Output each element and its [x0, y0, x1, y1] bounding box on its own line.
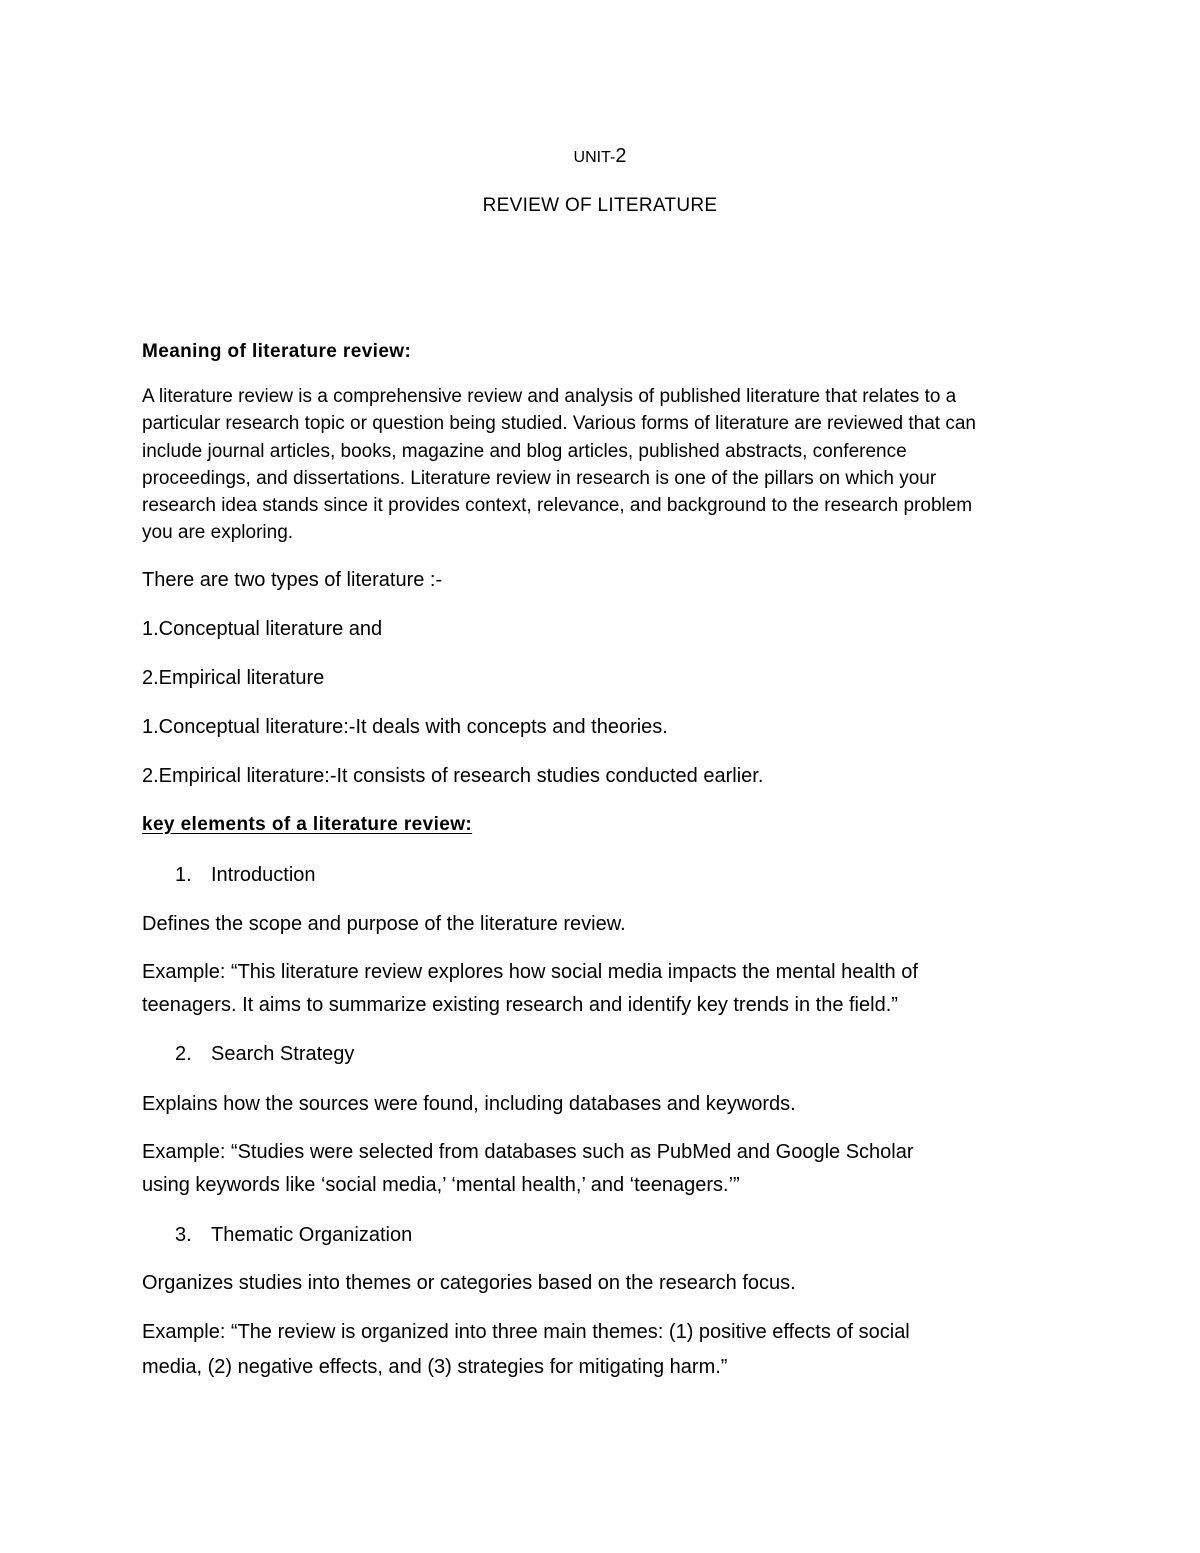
document-title: REVIEW OF LITERATURE — [482, 195, 718, 216]
meaning-heading: Meaning of literature review: — [142, 341, 412, 362]
paragraph-line: research idea stands since it provides context, relevance, and background to the research problem — [142, 495, 973, 517]
type-item-empirical: 2.Empirical literature — [142, 667, 325, 689]
paragraph-line: include journal articles, books, magazine and blog articles, published abstracts, conference — [142, 440, 907, 462]
list-marker: 2. — [175, 1043, 192, 1065]
unit-prefix: UNIT- — [573, 149, 616, 166]
element-thematic-organization-title — [175, 1221, 412, 1249]
element-search-strategy-title — [175, 1040, 354, 1068]
element-thematic-organization-example-line: media, (2) negative effects, and (3) strategies for mitigating harm.” — [142, 1356, 728, 1378]
meaning-paragraph — [142, 383, 1062, 547]
element-search-strategy-description: Explains how the sources were found, including databases and keywords. — [142, 1093, 796, 1115]
unit-label — [0, 142, 1200, 172]
element-thematic-organization-example-line: Example: “The review is organized into three main themes: (1) positive effects of social — [142, 1321, 910, 1343]
paragraph-line: particular research topic or question being studied. Various forms of literature are reviewed that can — [142, 413, 976, 435]
element-title: Introduction — [211, 864, 316, 886]
key-elements-heading: key elements of a literature review: — [142, 814, 473, 835]
element-introduction-description: Defines the scope and purpose of the literature review. — [142, 913, 626, 935]
types-intro: There are two types of literature :- — [142, 569, 443, 591]
type-definition-empirical: 2.Empirical literature:-It consists of research studies conducted earlier. — [142, 765, 764, 787]
element-title: Search Strategy — [211, 1043, 355, 1065]
element-title: Thematic Organization — [211, 1224, 413, 1246]
element-introduction-title — [175, 861, 316, 889]
list-marker: 3. — [175, 1224, 192, 1246]
type-definition-conceptual: 1.Conceptual literature:-It deals with concepts and theories. — [142, 716, 668, 738]
element-introduction-example-line: Example: “This literature review explores how social media impacts the mental health of — [142, 961, 918, 983]
paragraph-line: proceedings, and dissertations. Literature review in research is one of the pillars on which your — [142, 467, 937, 489]
element-search-strategy-example-line: Example: “Studies were selected from databases such as PubMed and Google Scholar — [142, 1141, 914, 1163]
element-thematic-organization-description: Organizes studies into themes or categories based on the research focus. — [142, 1272, 796, 1294]
list-marker: 1. — [175, 864, 192, 886]
element-search-strategy-example-line: using keywords like ‘social media,’ ‘mental health,’ and ‘teenagers.’” — [142, 1174, 740, 1196]
paragraph-line: A literature review is a comprehensive review and analysis of published literature that relates to a — [142, 386, 957, 407]
element-introduction-example-line: teenagers. It aims to summarize existing research and identify key trends in the field.” — [142, 994, 898, 1016]
type-item-conceptual: 1.Conceptual literature and — [142, 618, 383, 640]
unit-number: 2 — [615, 145, 627, 167]
paragraph-line: you are exploring. — [142, 522, 294, 544]
